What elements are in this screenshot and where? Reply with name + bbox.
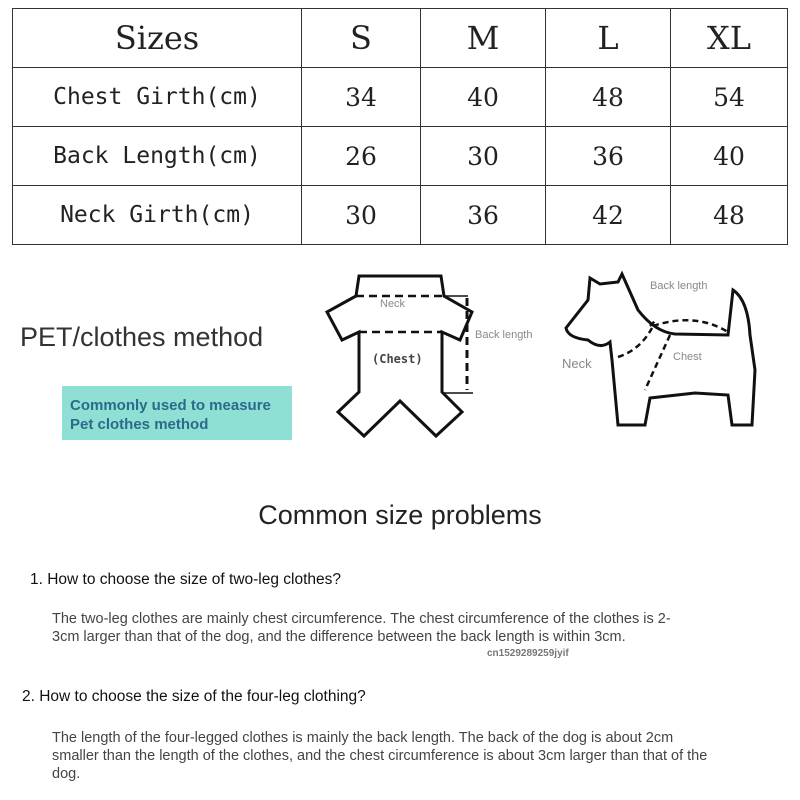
cell: 48 xyxy=(671,186,788,245)
badge-line: Pet clothes method xyxy=(70,416,209,433)
table-row xyxy=(13,186,788,245)
method-badge xyxy=(62,386,292,440)
cell: 36 xyxy=(421,186,546,245)
answer-2: The length of the four-legged clothes is mainly the back length. The back of the dog is about 2cm smaller than the length of the clothes, and the chest circumference is about 3cm larger than that of the dog. xyxy=(52,730,708,782)
dog-back-length-label: Back length xyxy=(650,280,708,292)
badge-line: Commonly used to measure xyxy=(70,397,271,414)
faq-title: Common size problems xyxy=(258,500,542,530)
dog-neck-label: Neck xyxy=(562,356,592,371)
measurement-diagrams xyxy=(300,260,760,460)
header-cell: XL xyxy=(671,9,788,68)
cell: 30 xyxy=(421,127,546,186)
dog-diagram-icon xyxy=(566,274,755,425)
header-cell: Sizes xyxy=(13,9,302,68)
question-1: 1. How to choose the size of two-leg clothes? xyxy=(30,571,342,588)
header-cell: S xyxy=(302,9,421,68)
table-header-row xyxy=(13,9,788,68)
dog-chest-label: Chest xyxy=(673,351,702,363)
row-label: Chest Girth(cm) xyxy=(13,68,302,127)
method-title: PET/clothes method xyxy=(20,322,264,352)
header-cell: L xyxy=(546,9,671,68)
question-2: 2. How to choose the size of the four-leg clothing? xyxy=(22,688,366,705)
watermark: cn1529289259jyif xyxy=(487,648,569,659)
header-cell: M xyxy=(421,9,546,68)
cell: 40 xyxy=(671,127,788,186)
cell: 40 xyxy=(421,68,546,127)
row-label: Back Length(cm) xyxy=(13,127,302,186)
cell: 42 xyxy=(546,186,671,245)
cell: 54 xyxy=(671,68,788,127)
chest-label: (Chest) xyxy=(372,352,423,366)
back-length-label: Back length xyxy=(475,329,533,341)
cell: 26 xyxy=(302,127,421,186)
neck-label: Neck xyxy=(380,298,406,310)
size-table xyxy=(12,8,788,245)
row-label: Neck Girth(cm) xyxy=(13,186,302,245)
cell: 30 xyxy=(302,186,421,245)
cell: 34 xyxy=(302,68,421,127)
cell: 36 xyxy=(546,127,671,186)
answer-1: The two-leg clothes are mainly chest circumference. The chest circumference of the clothes is 2-3cm larger than that of the dog, and the difference between the back length is within 3cm. xyxy=(52,611,671,645)
table-row xyxy=(13,68,788,127)
cell: 48 xyxy=(546,68,671,127)
table-row xyxy=(13,127,788,186)
